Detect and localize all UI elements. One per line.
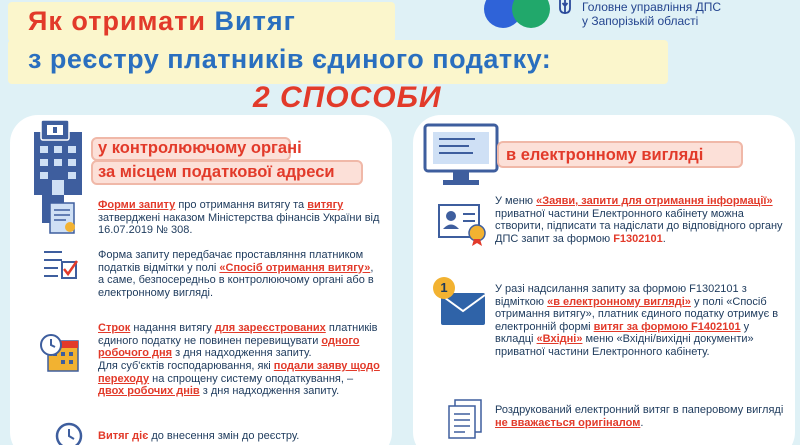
id-card-icon: [437, 201, 487, 252]
highlighted-text: «Вхідні»: [536, 333, 583, 346]
text-segment: Форма запиту передбачає проставляння платником податків відмітки у полі: [98, 249, 364, 274]
card-electronic: [413, 115, 795, 445]
right-paragraph-3: [495, 404, 785, 429]
notification-badge: 1: [433, 277, 455, 299]
logo-circle-green: [512, 0, 550, 28]
title-line-2: з реєстру платників єдиного податку:: [28, 44, 552, 74]
text-segment: надання витягу: [130, 322, 215, 334]
text-segment: У меню: [495, 195, 537, 207]
title-part-blue: Витяг: [214, 6, 296, 36]
right-paragraph-2: [495, 283, 785, 359]
text-segment: у вкладці: [495, 320, 750, 346]
text-segment: Роздрукований електронний витяг в паперовому вигляді: [495, 404, 784, 416]
text-segment: меню «Вхідні/вихідні документи» приватної частини Електронного кабінету.: [495, 333, 754, 358]
highlighted-text: «Заяви, запити для отримання інформації»: [536, 195, 773, 207]
highlighted-text: F1302101: [613, 232, 663, 245]
trident-icon: [557, 0, 573, 16]
highlighted-text: подали заяву щодо переходу: [98, 360, 380, 385]
text-segment: на спрощену систему оподаткування, –: [149, 372, 354, 385]
documents-icon: [40, 193, 80, 240]
text-segment: приватної частини Електронного кабінету можна створити, підписати та надіслати до відповідного органу ДПС запит за формою: [495, 207, 783, 245]
text-segment: .: [640, 416, 644, 429]
clock-icon: [54, 421, 84, 445]
text-segment: до внесення змін до реєстру.: [148, 430, 300, 442]
left-paragraph-3: [98, 322, 380, 360]
text-segment: у полі «Спосіб отримання витягу», платник єдиного податку отримує в електронній формі: [495, 295, 779, 333]
org-line-1: Головне управління ДПС: [582, 0, 722, 14]
text-segment: з дня надходження запиту.: [172, 347, 312, 360]
text-segment: .: [662, 232, 666, 245]
right-paragraph-1: [495, 195, 785, 245]
text-segment: У разі надсилання запиту за формою F1302101 з відміткою: [495, 283, 747, 308]
text-segment: Для суб'єктів господарювання, які: [98, 360, 274, 372]
highlighted-text: Форми запиту: [98, 199, 176, 211]
highlighted-text: витягу: [307, 199, 344, 211]
title-line-1: [28, 6, 296, 37]
left-heading-line-2: за місцем податкової адреси: [98, 163, 335, 181]
right-heading: в електронному вигляді: [506, 146, 704, 164]
highlighted-text: не вважається оригіналом: [495, 416, 641, 429]
building-icon: [32, 120, 84, 200]
card-in-office: [10, 115, 392, 445]
left-paragraph-1: [98, 199, 380, 237]
paper-documents-icon: [445, 398, 485, 445]
left-paragraph-4: [98, 360, 380, 398]
highlighted-text: витяг за формою F1402101: [593, 320, 741, 333]
text-segment: платників єдиного податку не повинен перевищувати: [98, 322, 378, 347]
checklist-icon: [42, 248, 78, 287]
highlighted-text: Витяг діє: [98, 430, 149, 442]
text-segment: з дня надходження запиту.: [199, 385, 340, 398]
left-paragraph-2: [98, 249, 380, 299]
highlighted-text: для зареєстрованих: [214, 322, 326, 334]
highlighted-text: «в електронному вигляді»: [547, 295, 691, 308]
title-part-red: Як отримати: [28, 6, 207, 36]
title-line-3: 2 СПОСОБИ: [253, 81, 442, 114]
computer-monitor-icon: [423, 123, 499, 192]
highlighted-text: одного робочого дня: [98, 334, 360, 360]
text-segment: затверджені наказом Міністерства фінансів України від 16.07.2019 № 308.: [98, 211, 380, 237]
org-line-2: у Запорізькій області: [582, 14, 699, 28]
text-segment: , а саме, безпосередньо в контролюючому органі або в електронному вигляді.: [98, 261, 374, 299]
left-heading-line-1: у контролюючому органі: [98, 139, 302, 157]
highlighted-text: «Спосіб отримання витягу»: [219, 261, 371, 274]
text-segment: про отримання витягу та: [175, 199, 308, 211]
highlighted-text: двох робочих днів: [98, 385, 200, 398]
org-name: [582, 0, 721, 28]
left-paragraph-5: [98, 430, 380, 443]
calendar-clock-icon: [40, 331, 80, 378]
highlighted-text: Строк: [98, 322, 131, 334]
